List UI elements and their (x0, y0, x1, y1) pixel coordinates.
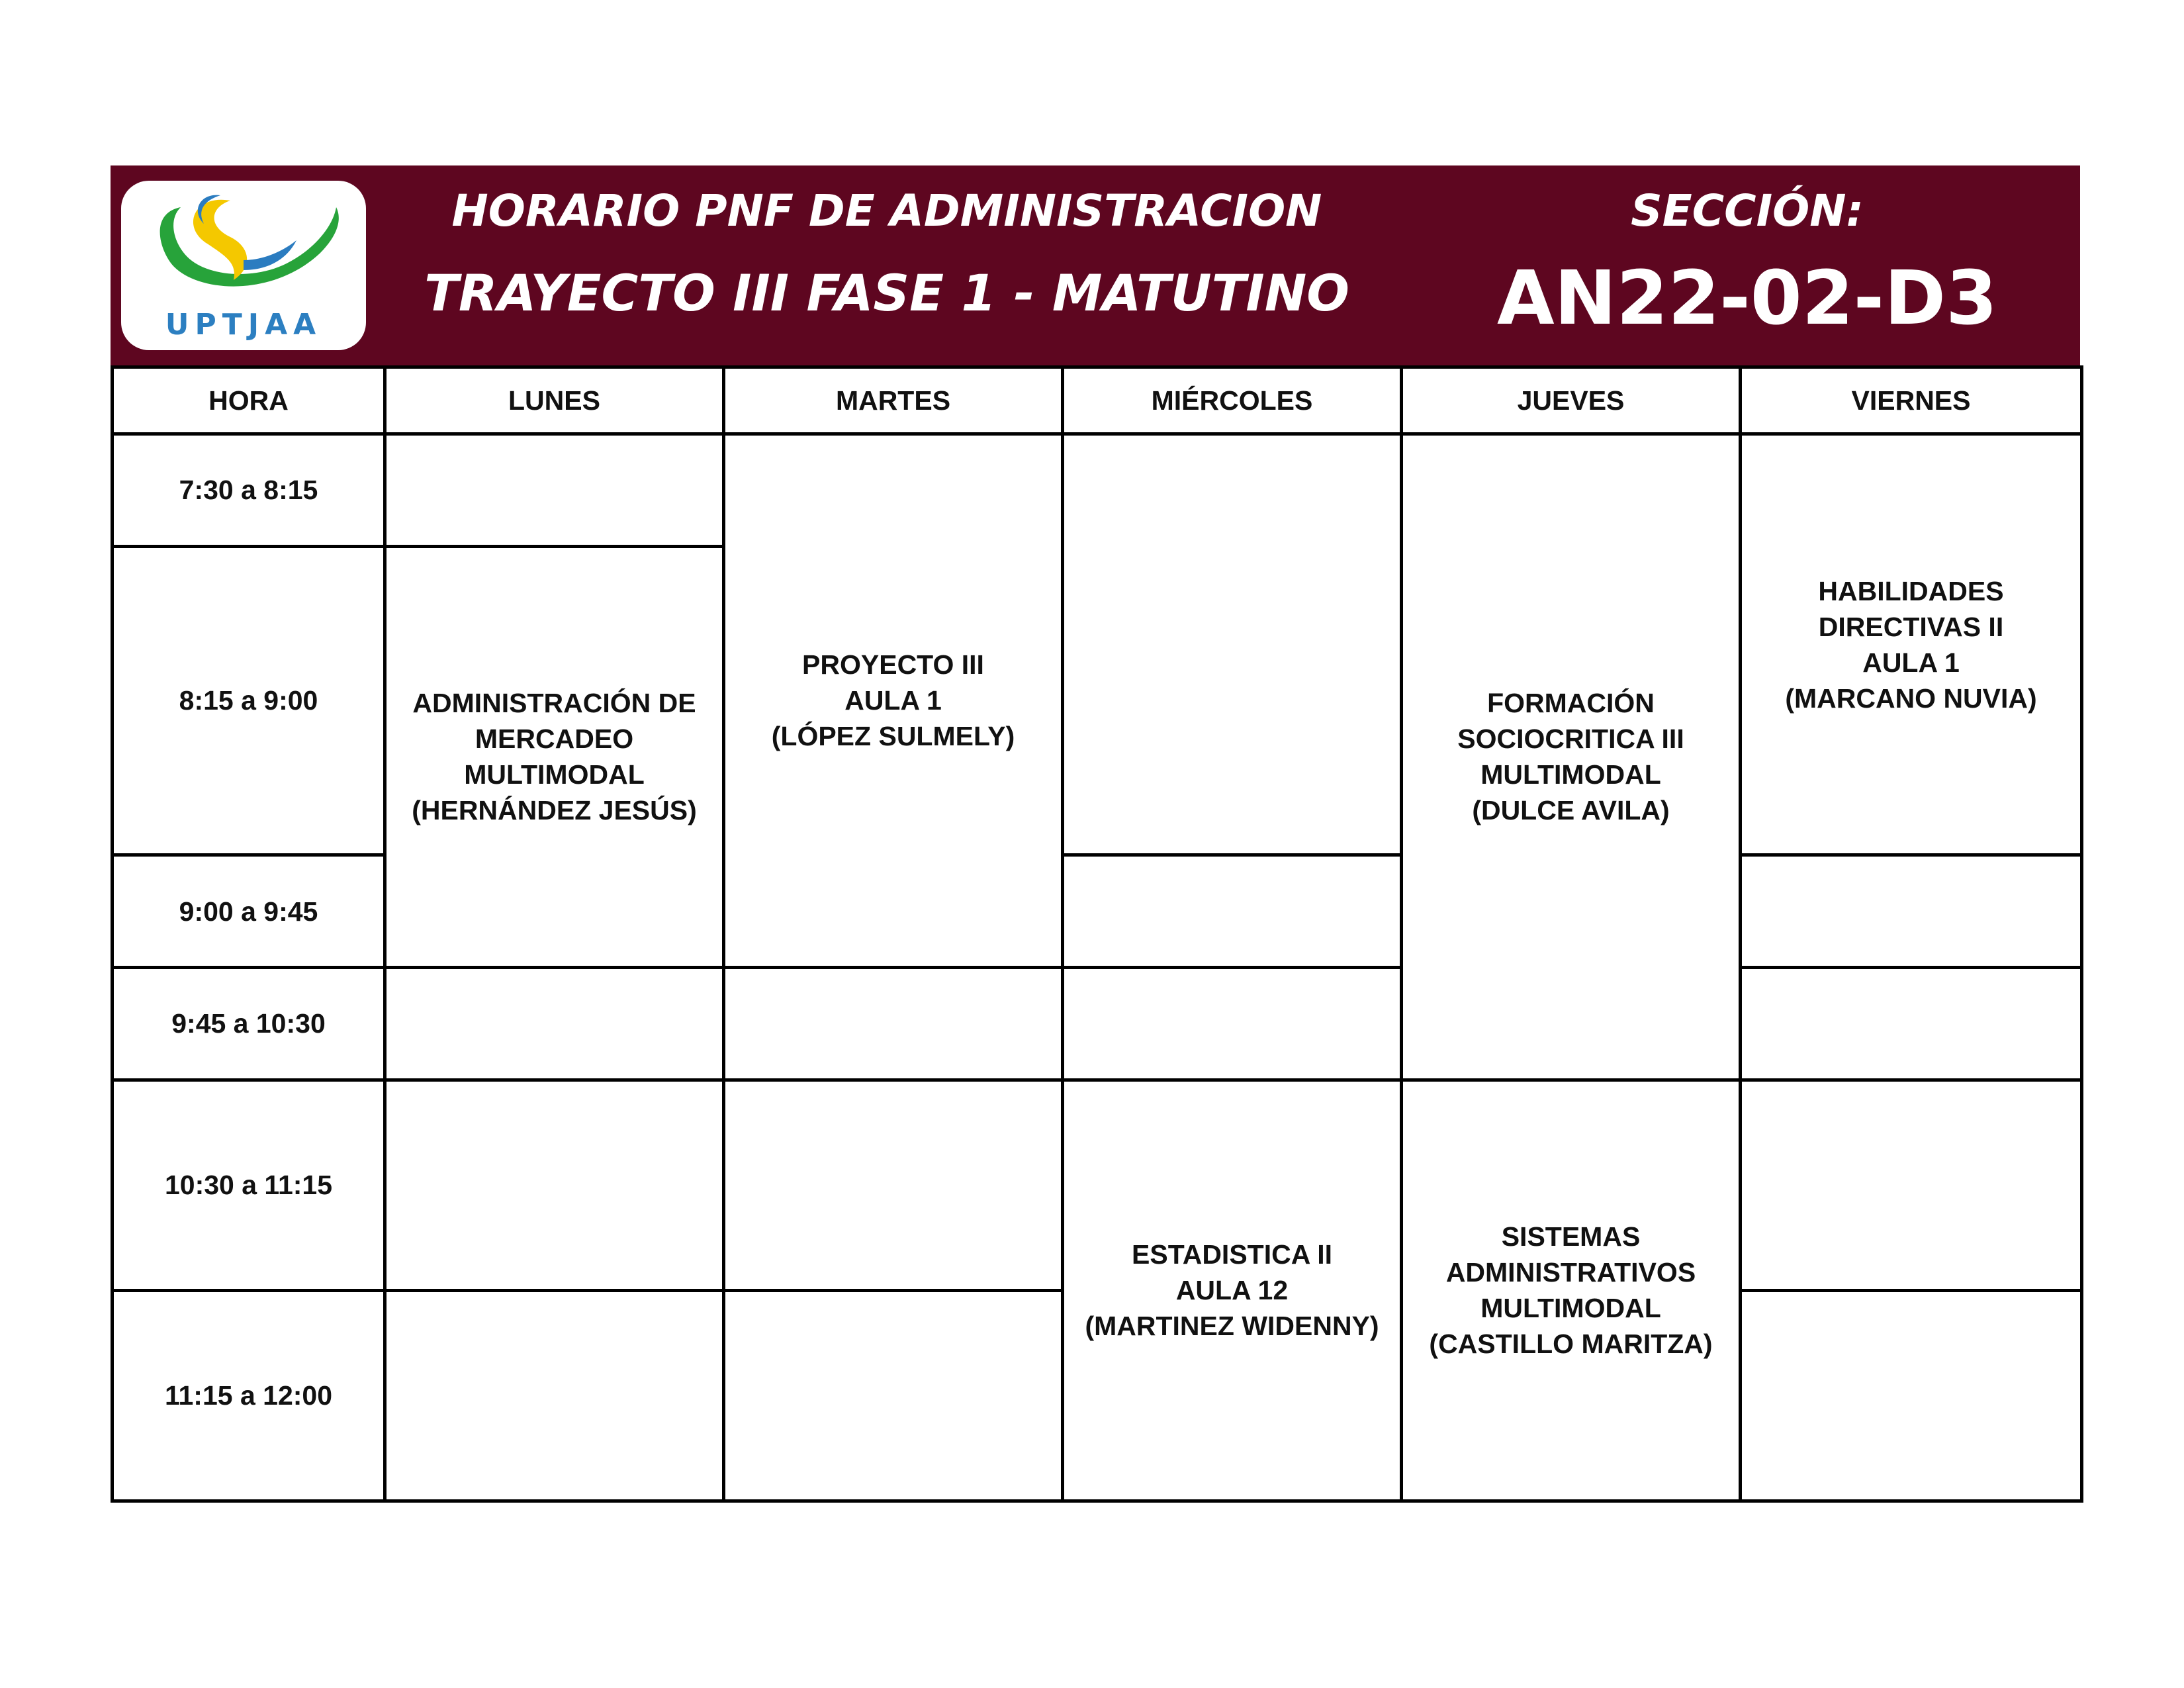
table-row (113, 434, 2082, 547)
class-cell-proyecto (724, 434, 1063, 968)
empty-slot (1063, 967, 1402, 1080)
class-name: DIRECTIVAS II (1818, 611, 2004, 642)
empty-slot (1063, 855, 1402, 968)
hour-cell: 10:30 a 11:15 (113, 1080, 385, 1290)
column-header-viernes: VIERNES (1741, 367, 2082, 434)
empty-slot (724, 967, 1063, 1080)
column-header-lunes: LUNES (385, 367, 724, 434)
class-cell-sistemas (1402, 1080, 1741, 1501)
empty-slot (385, 967, 724, 1080)
class-room: MULTIMODAL (1480, 759, 1661, 790)
empty-slot (385, 434, 724, 547)
uptjaa-logo (121, 181, 366, 350)
empty-slot (1741, 855, 2082, 968)
hour-cell: 11:15 a 12:00 (113, 1290, 385, 1501)
empty-slot (1741, 1290, 2082, 1501)
class-name: FORMACIÓN (1487, 688, 1655, 719)
hour-cell: 9:45 a 10:30 (113, 967, 385, 1080)
title-line-2: TRAYECTO III FASE 1 - MATUTINO (424, 263, 1349, 322)
column-header-miercoles: MIÉRCOLES (1063, 367, 1402, 434)
logo-text: UPTJAA (165, 308, 322, 342)
section-label: SECCIÓN: (1631, 185, 1864, 236)
empty-slot (1063, 434, 1402, 855)
class-room: MULTIMODAL (1480, 1293, 1661, 1324)
class-name: PROYECTO III (802, 649, 984, 680)
class-cell-habilidades (1741, 434, 2082, 855)
class-name: SOCIOCRITICA III (1457, 724, 1684, 755)
class-room: MULTIMODAL (464, 759, 645, 790)
column-header-hora: HORA (113, 367, 385, 434)
class-name: HABILIDADES (1818, 575, 2004, 606)
empty-slot (385, 1080, 724, 1290)
hour-cell: 7:30 a 8:15 (113, 434, 385, 547)
empty-slot (385, 1290, 724, 1501)
class-teacher: (CASTILLO MARITZA) (1429, 1329, 1713, 1360)
class-cell-estadistica (1063, 1080, 1402, 1501)
column-header-martes: MARTES (724, 367, 1063, 434)
class-cell-formacion (1402, 434, 1741, 1080)
header-row (113, 367, 2082, 434)
class-cell-administracion (385, 546, 724, 967)
schedule-table (111, 365, 2083, 1503)
class-teacher: (HERNÁNDEZ JESÚS) (412, 795, 697, 826)
title-line-1: HORARIO PNF DE ADMINISTRACION (451, 185, 1322, 236)
class-teacher: (DULCE AVILA) (1472, 795, 1670, 826)
empty-slot (724, 1290, 1063, 1501)
class-teacher: (MARCANO NUVIA) (1785, 682, 2037, 714)
table-row (113, 967, 2082, 1080)
empty-slot (1741, 1080, 2082, 1290)
class-teacher: (MARTINEZ WIDENNY) (1085, 1311, 1379, 1342)
class-room: AULA 12 (1175, 1275, 1289, 1306)
class-room: AULA 1 (1862, 647, 1960, 678)
hour-cell: 8:15 a 9:00 (113, 546, 385, 855)
column-header-jueves: JUEVES (1402, 367, 1741, 434)
class-name: ADMINISTRATIVOS (1445, 1257, 1696, 1288)
section-code: AN22-02-D3 (1497, 256, 1997, 342)
class-name: MERCADEO (475, 724, 634, 755)
empty-slot (724, 1080, 1063, 1290)
class-name: SISTEMAS (1501, 1221, 1641, 1252)
class-room: AULA 1 (844, 685, 942, 716)
class-teacher: (LÓPEZ SULMELY) (771, 721, 1015, 752)
class-name: ADMINISTRACIÓN DE (412, 688, 696, 719)
empty-slot (1741, 967, 2082, 1080)
table-row (113, 1080, 2082, 1290)
hour-cell: 9:00 a 9:45 (113, 855, 385, 968)
class-name: ESTADISTICA II (1132, 1239, 1332, 1270)
